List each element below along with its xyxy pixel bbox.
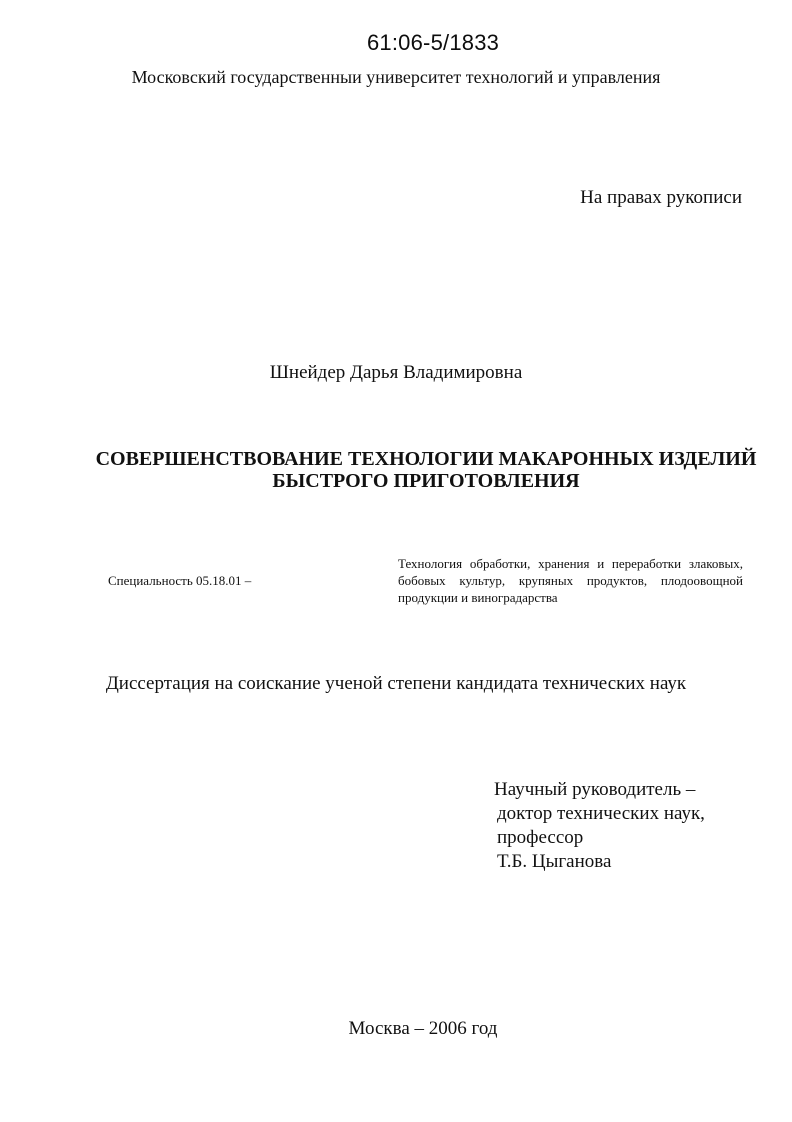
specialty-label: Специальность 05.18.01 – [108, 573, 252, 588]
city-year: Москва – 2006 год [348, 1018, 498, 1039]
title-line-2: БЫСТРОГО ПРИГОТОВЛЕНИЯ [272, 470, 580, 492]
author-name: Шнейдер Дарья Владимировна [269, 362, 523, 383]
supervisor-rank: профессор [497, 827, 584, 848]
catalog-code: 61:06-5/1833 [367, 30, 500, 55]
university-name: Московский государственныи университет технологий и управления [131, 67, 661, 87]
supervisor-degree: доктор технических наук, [497, 803, 705, 824]
supervisor-role: Научный руководитель – [494, 779, 696, 800]
specialty-description-line: продукции и виноградарства [398, 590, 558, 605]
specialty-description-line: Технология обработки, хранения и переработки злаковых, [398, 556, 743, 571]
specialty-description [398, 555, 743, 606]
manuscript-note: На правах рукописи [580, 187, 742, 208]
supervisor-name: Т.Б. Цыганова [497, 851, 612, 872]
specialty-description-line: бобовых культур, крупяных продуктов, плодоовощной [398, 573, 743, 588]
dissertation-degree-line: Диссертация на соискание ученой степени кандидата технических наук [105, 673, 687, 694]
dissertation-title [60, 448, 792, 492]
title-line-1: СОВЕРШЕНСТВОВАНИЕ ТЕХНОЛОГИИ МАКАРОННЫХ ИЗДЕЛИЙ [95, 448, 757, 470]
supervisor-block [494, 778, 705, 874]
